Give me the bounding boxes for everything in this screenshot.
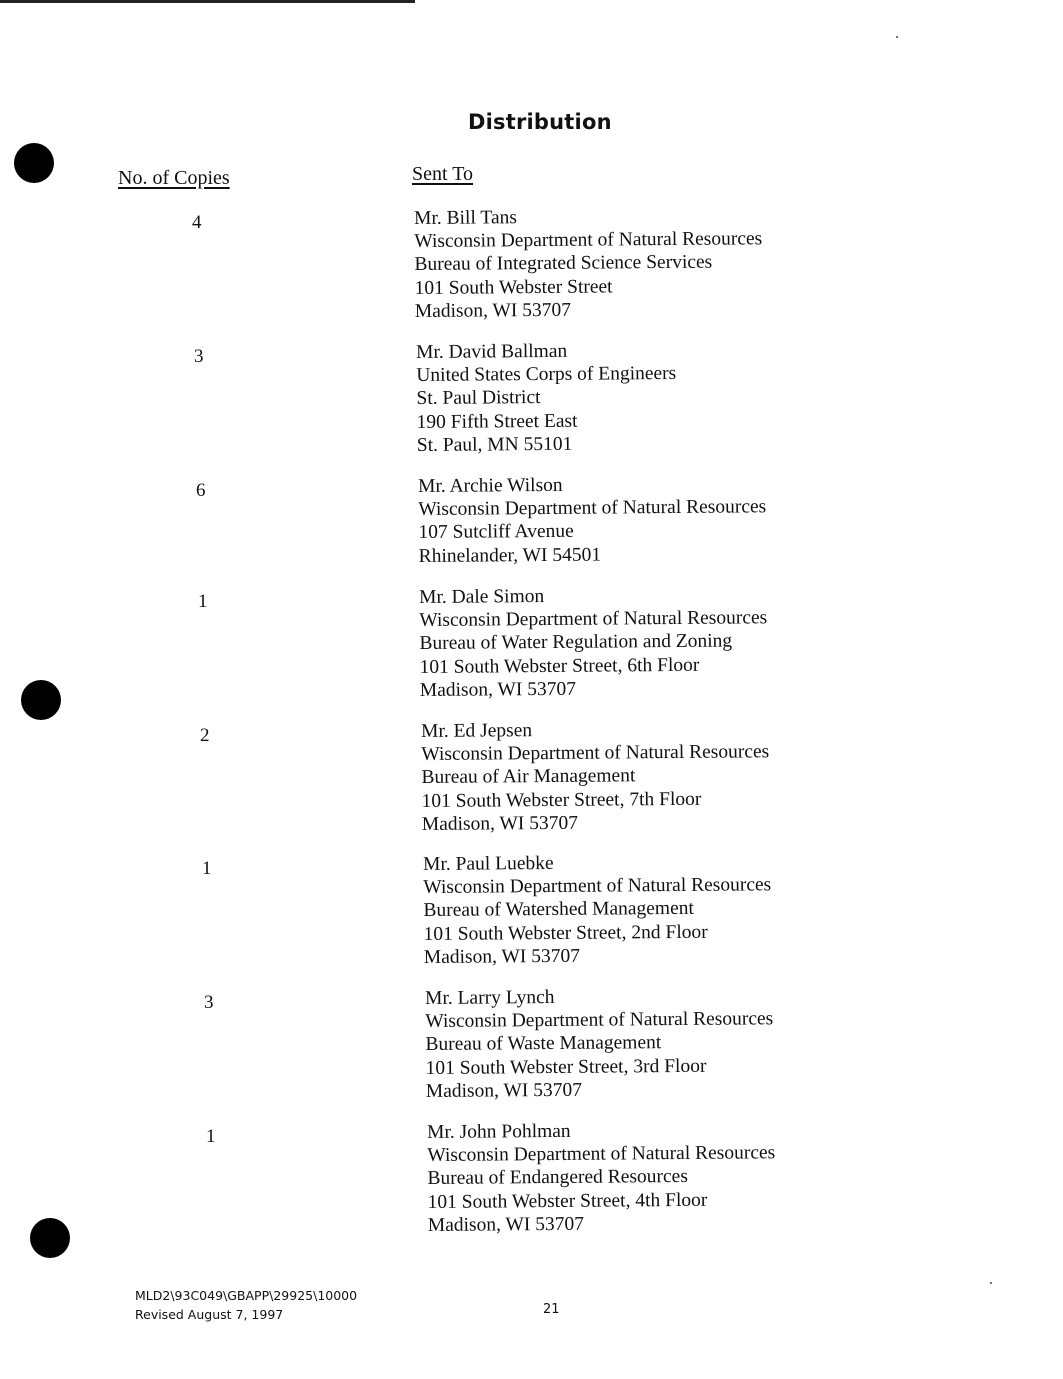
recipient-name: Mr. Archie Wilson — [418, 474, 563, 497]
copies-count: 1 — [198, 591, 208, 612]
page-title: Distribution — [468, 110, 612, 134]
recipient-name: Mr. Ed Jepsen — [421, 720, 533, 742]
address-line: Bureau of Water Regulation and Zoning — [419, 630, 733, 655]
recipient-address — [414, 204, 763, 323]
recipient-address — [423, 850, 772, 969]
address-line: Wisconsin Department of Natural Resources — [414, 228, 763, 253]
copies-count: 2 — [200, 725, 210, 746]
punch-hole-top — [14, 143, 54, 183]
recipient-name: Mr. Larry Lynch — [425, 986, 555, 1009]
address-line: Bureau of Waste Management — [425, 1032, 662, 1056]
copies-count: 1 — [206, 1126, 216, 1147]
copies-column-header: No. of Copies — [118, 167, 230, 189]
recipient-name: Mr. Bill Tans — [414, 207, 518, 229]
copies-count: 3 — [194, 346, 204, 367]
recipient-address — [418, 472, 767, 568]
scan-speck — [990, 1282, 992, 1284]
recipient-address — [421, 717, 770, 836]
address-line: Bureau of Watershed Management — [423, 898, 694, 922]
scan-speck — [896, 36, 898, 38]
address-line: Madison, WI 53707 — [425, 1079, 583, 1102]
address-line: Bureau of Endangered Resources — [427, 1166, 688, 1190]
recipient-name: Mr. David Ballman — [416, 340, 568, 363]
address-line: 101 South Webster Street, 3rd Floor — [425, 1055, 707, 1079]
copies-count: 4 — [192, 212, 202, 233]
address-line: Wisconsin Department of Natural Resources — [421, 741, 770, 766]
recipient-name: Mr. Paul Luebke — [423, 852, 554, 875]
punch-hole-bottom — [30, 1218, 70, 1258]
address-line: Wisconsin Department of Natural Resources — [425, 1008, 774, 1033]
address-line: Rhinelander, WI 54501 — [418, 544, 602, 567]
address-line: 190 Fifth Street East — [416, 410, 578, 433]
address-line: 101 South Webster Street, 4th Floor — [427, 1189, 708, 1213]
address-line: 101 South Webster Street — [414, 276, 613, 299]
recipient-address — [419, 583, 768, 702]
sent-to-column-header: Sent To — [412, 163, 474, 185]
top-edge-rule — [0, 0, 415, 3]
address-line: Bureau of Air Management — [421, 765, 636, 789]
address-line: 101 South Webster Street, 2nd Floor — [423, 921, 708, 945]
address-line: St. Paul District — [416, 387, 541, 410]
recipient-name: Mr. Dale Simon — [419, 586, 545, 608]
address-line: Madison, WI 53707 — [414, 299, 572, 322]
address-line: Wisconsin Department of Natural Resources — [419, 607, 768, 632]
address-line: Wisconsin Department of Natural Resources — [418, 496, 767, 521]
recipient-address — [416, 339, 677, 457]
address-line: 101 South Webster Street, 6th Floor — [419, 654, 700, 678]
punch-hole-middle — [21, 680, 61, 720]
address-line: United States Corps of Engineers — [416, 363, 677, 387]
file-path: MLD2\93C049\GBAPP\29925\10000 — [135, 1288, 358, 1303]
address-line: Wisconsin Department of Natural Resources — [423, 874, 772, 899]
copies-count: 3 — [204, 992, 214, 1013]
address-line: Bureau of Integrated Science Services — [414, 252, 713, 276]
address-line: Wisconsin Department of Natural Resources — [427, 1142, 776, 1167]
address-line: Madison, WI 53707 — [421, 812, 579, 835]
address-line: Madison, WI 53707 — [427, 1213, 585, 1236]
recipient-address — [427, 1118, 776, 1237]
address-line: Madison, WI 53707 — [419, 678, 577, 701]
page-number: 21 — [543, 1302, 560, 1317]
address-line: 101 South Webster Street, 7th Floor — [421, 788, 702, 812]
recipient-address — [425, 984, 774, 1103]
address-line: 107 Sutcliff Avenue — [418, 521, 574, 544]
revision-date: Revised August 7, 1997 — [135, 1307, 284, 1322]
address-line: St. Paul, MN 55101 — [416, 433, 573, 456]
recipient-name: Mr. John Pohlman — [427, 1120, 571, 1143]
copies-count: 6 — [196, 480, 206, 501]
address-line: Madison, WI 53707 — [423, 945, 581, 968]
copies-count: 1 — [202, 858, 212, 879]
